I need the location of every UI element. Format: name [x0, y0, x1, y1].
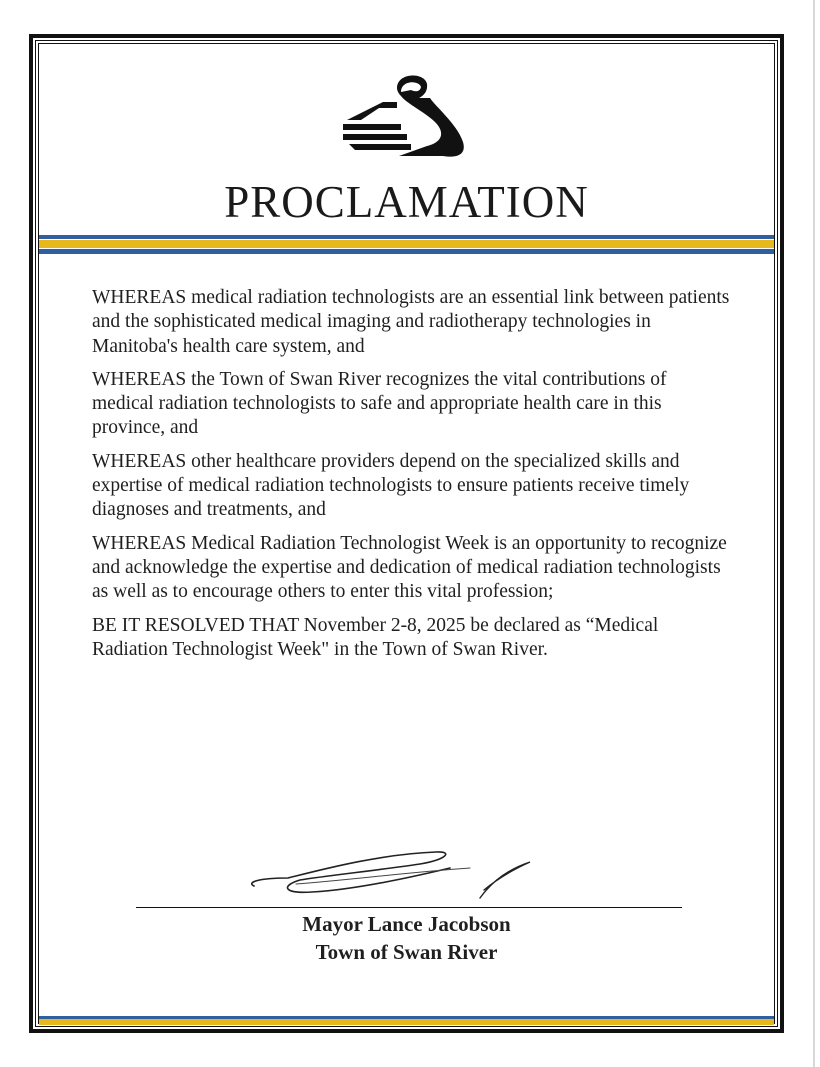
whereas-paragraph-3: WHEREAS other healthcare providers depend on the specialized skills and expertise of medical radiation technologists to ensure patients receive timely diagnoses and treatments, and [92, 450, 690, 521]
signer-name: Mayor Lance Jacobson [302, 912, 511, 936]
whereas-paragraph-2: WHEREAS the Town of Swan River recognizes the vital contributions of medical radiation technologists to safe and appropriate health care in this province, and [92, 368, 667, 439]
whereas-paragraph-4: WHEREAS Medical Radiation Technologist Week is an opportunity to recognize and acknowledge the expertise and dedication of medical radiation technologists as well as to encourage others to enter this vital profession; [92, 532, 727, 603]
swan-logo-icon [339, 68, 469, 160]
signature-line [136, 907, 682, 908]
resolution-paragraph: BE IT RESOLVED THAT November 2-8, 2025 be declared as “Medical Radiation Technologist Week" in the Town of Swan River. [92, 614, 659, 660]
page-edge [813, 0, 815, 1067]
handwritten-signature [240, 840, 540, 910]
header-band-gold [39, 240, 774, 248]
footer-band-gold [39, 1019, 774, 1025]
header-band-blue-bottom [39, 249, 774, 254]
signer-organization: Town of Swan River [315, 940, 498, 964]
header-band-blue-top [39, 235, 774, 239]
page-title: PROCLAMATION [224, 177, 589, 227]
whereas-paragraph-1: WHEREAS medical radiation technologists are an essential link between patients and the sophisticated medical imaging and radiotherapy technologies in Manitoba's health care system, and [92, 287, 730, 357]
proclamation-body [92, 286, 732, 671]
